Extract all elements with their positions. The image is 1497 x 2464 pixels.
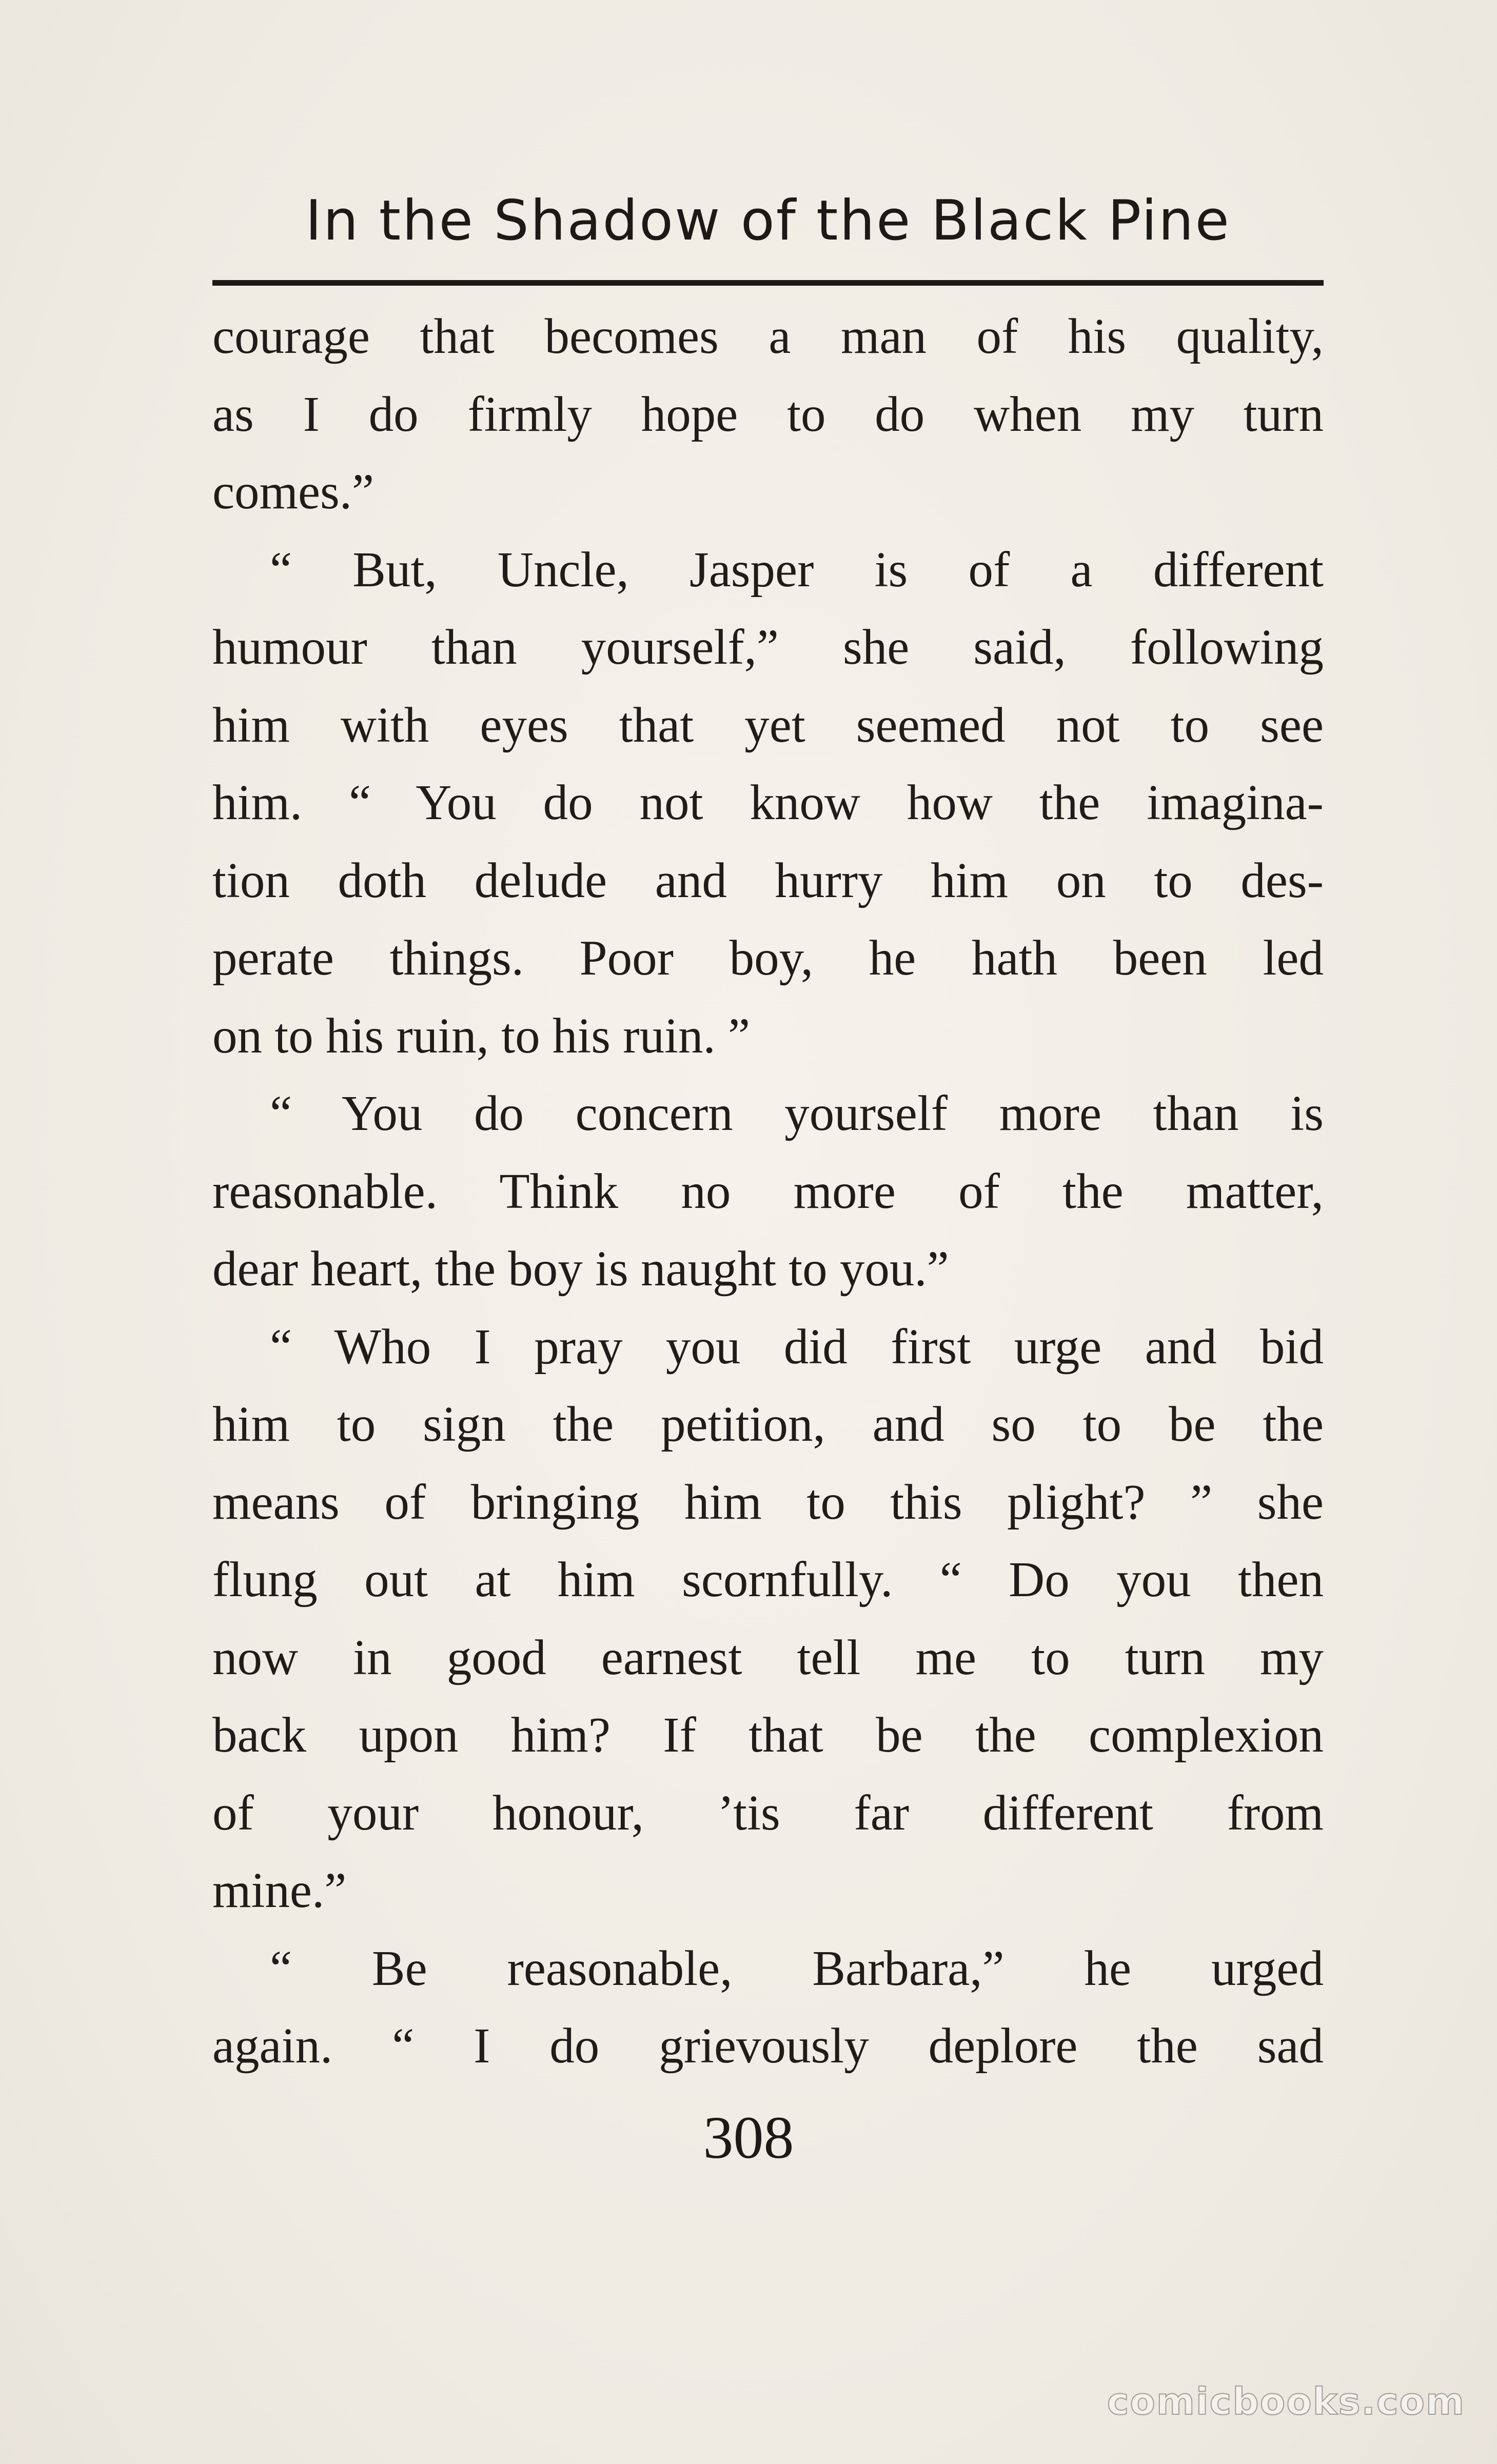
text-line: “ Be reasonable, Barbara,” he urged xyxy=(270,1940,1324,1996)
text-line: “ You do concern yourself more than is xyxy=(270,1086,1324,1141)
text-line: mine.” xyxy=(212,1863,347,1918)
text-line: him to sign the petition, and so to be the xyxy=(212,1397,1324,1452)
text-line: humour than yourself,” she said, following xyxy=(212,620,1324,674)
text-line: now in good earnest tell me to turn my xyxy=(212,1630,1324,1685)
text-line: him with eyes that yet seemed not to see xyxy=(212,697,1324,752)
text-line: again. “ I do grievously deplore the sad xyxy=(212,2018,1324,2073)
text-line: “ But, Uncle, Jasper is of a different xyxy=(270,542,1324,597)
text-line: him. “ You do not know how the imagina- xyxy=(212,775,1324,830)
text-line: of your honour, ’tis far different from xyxy=(212,1785,1324,1840)
text-line: means of bringing him to this plight? ” she xyxy=(212,1474,1324,1529)
text-line: “ Who I pray you did first urge and bid xyxy=(270,1319,1324,1374)
text-line: courage that becomes a man of his quality, xyxy=(212,309,1324,364)
text-line: comes.” xyxy=(212,464,375,519)
text-line: perate things. Poor boy, he hath been led xyxy=(212,930,1324,985)
text-line: reasonable. Think no more of the matter, xyxy=(212,1163,1324,1219)
text-line: back upon him? If that be the complexion xyxy=(212,1707,1324,1762)
body-text xyxy=(212,297,1324,2085)
page-number: 308 xyxy=(703,2104,794,2171)
watermark: comicbooks.com xyxy=(1107,2380,1465,2423)
text-line: dear heart, the boy is naught to you.” xyxy=(212,1241,949,1296)
text-line: on to his ruin, to his ruin. ” xyxy=(212,1008,751,1063)
text-line: flung out at him scornfully. “ Do you then xyxy=(212,1552,1324,1607)
text-line: as I do firmly hope to do when my turn xyxy=(212,386,1324,442)
text-line: tion doth delude and hurry him on to des- xyxy=(212,852,1324,908)
running-head: In the Shadow of the Black Pine xyxy=(305,189,1231,253)
header-rule xyxy=(212,280,1324,286)
